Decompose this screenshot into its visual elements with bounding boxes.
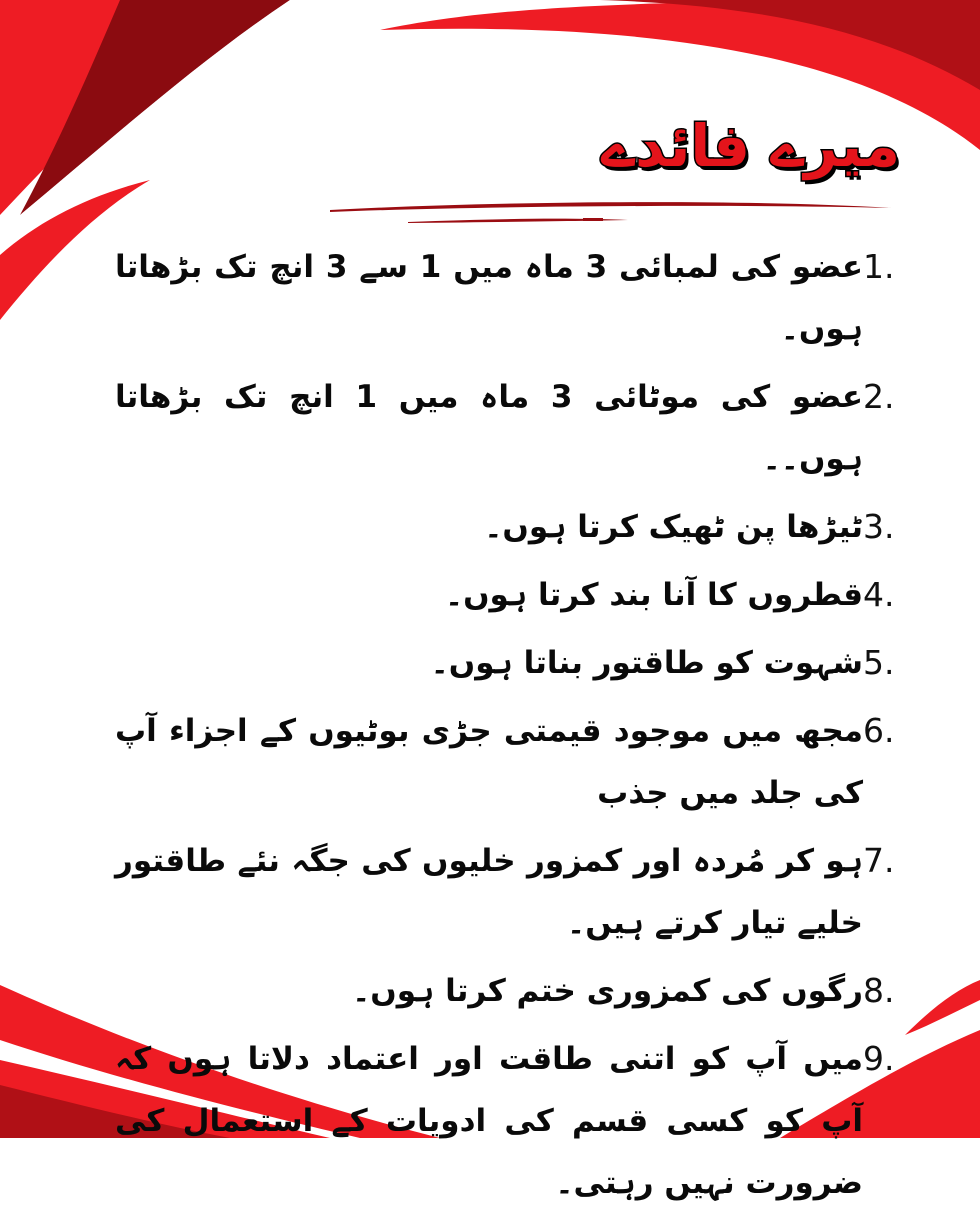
item-text: رگوں کی کمزوری ختم کرتا ہوں۔ [352, 973, 863, 1009]
item-number: 9. [863, 1039, 895, 1078]
item-number: 5. [863, 643, 895, 682]
heading-container [601, 112, 900, 180]
item-text: ٹیڑھا پن ٹھیک کرتا ہوں۔ [484, 509, 863, 545]
page-title: میرے فائدے [601, 112, 900, 180]
item-number: 3. [863, 507, 895, 546]
bottom-right-red-sliver [905, 980, 980, 1035]
list-item [115, 366, 905, 490]
list-item [115, 236, 905, 360]
item-number: 7. [863, 841, 895, 880]
item-number: 6. [863, 711, 895, 750]
item-text: شہوت کو طاقتور بناتا ہوں۔ [430, 645, 863, 681]
item-text: ہو کر مُردہ اور کمزور خلیوں کی جگہ نئے طاقتور خلیے تیار کرتے ہیں۔ [115, 843, 863, 941]
item-number: 1. [863, 247, 895, 286]
item-text: عضو کی لمبائی 3 ماہ میں 1 سے 3 انچ تک بڑھاتا ہوں۔ [115, 249, 863, 347]
item-text: میں آپ کو اتنی طاقت اور اعتماد دلاتا ہوں کہ آپ کو کسی قسم کی ادویات کے استعمال کی ضرورت نہیں رہتی۔ [115, 1041, 863, 1201]
list-item [115, 700, 905, 824]
item-number: 2. [863, 377, 895, 416]
item-number: 8. [863, 971, 895, 1010]
item-text: عضو کی موٹائی 3 ماہ میں 1 انچ تک بڑھاتا ہوں۔۔ [115, 379, 863, 477]
benefits-list [115, 236, 905, 1220]
list-item [115, 1028, 905, 1214]
item-number: 4. [863, 575, 895, 614]
list-item [115, 960, 905, 1022]
title-underline [328, 196, 898, 226]
item-text: مجھ میں موجود قیمتی جڑی بوٹیوں کے اجزاء آپ کی جلد میں جذب [115, 713, 863, 811]
item-text: قطروں کا آنا بند کرتا ہوں۔ [444, 577, 863, 613]
list-item [115, 830, 905, 954]
list-item [115, 496, 905, 558]
list-item [115, 564, 905, 626]
list-item [115, 632, 905, 694]
